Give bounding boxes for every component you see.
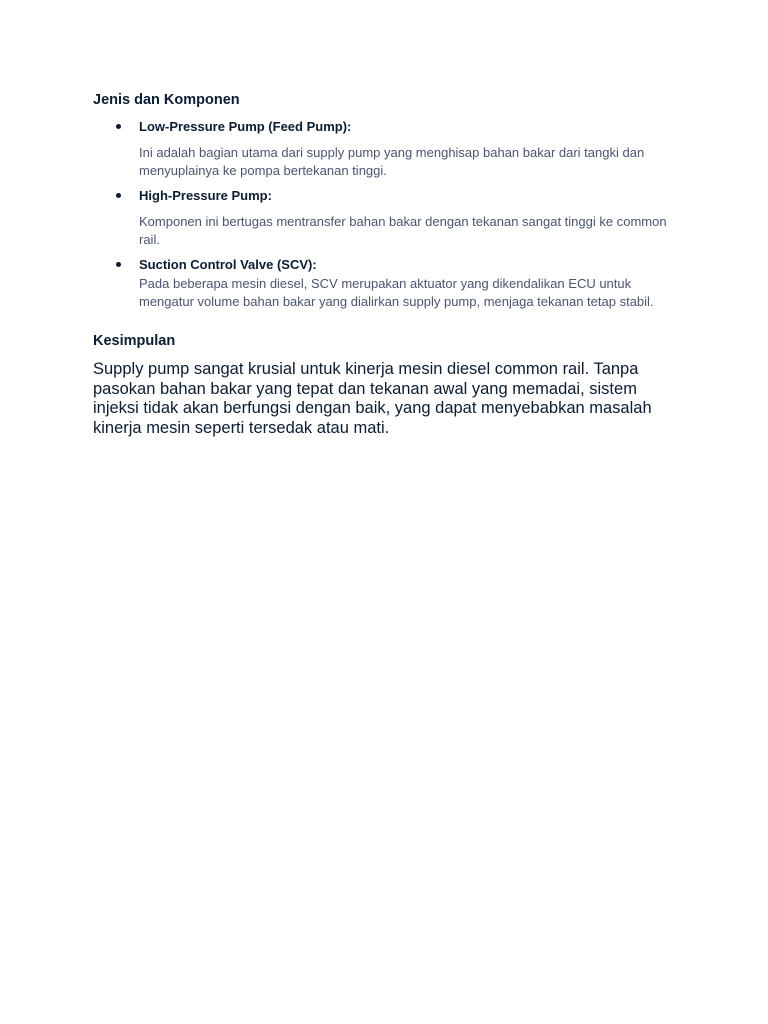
item-title: Suction Control Valve (SCV): — [139, 257, 317, 272]
list-item-suction-control-valve — [93, 256, 683, 311]
list-item-low-pressure-pump — [93, 118, 683, 180]
item-title: Low-Pressure Pump (Feed Pump): — [139, 119, 352, 134]
conclusion-paragraph: Supply pump sangat krusial untuk kinerja mesin diesel common rail. Tanpa pasokan bahan bakar yang tepat dan tekanan awal yang memadai, sistem injeksi tidak akan berfungsi dengan baik, yang dapat menyebabkan masalah kinerja mesin seperti tersedak atau mati. — [93, 360, 652, 437]
list-item-high-pressure-pump — [93, 187, 683, 249]
section-heading-components: Jenis dan Komponen — [93, 92, 240, 108]
item-description: Pada beberapa mesin diesel, SCV merupakan aktuator yang dikendalikan ECU untuk mengatur volume bahan bakar yang dialirkan supply pump, menjaga tekanan tetap stabil. — [139, 276, 654, 309]
bullet-icon — [116, 193, 121, 198]
bullet-icon — [116, 262, 121, 267]
document-page — [93, 90, 683, 438]
item-description: Ini adalah bagian utama dari supply pump yang menghisap bahan bakar dari tangki dan menyuplainya ke pompa bertekanan tinggi. — [139, 145, 645, 178]
section-heading-conclusion: Kesimpulan — [93, 333, 176, 349]
item-title: High-Pressure Pump: — [139, 188, 272, 203]
component-list — [93, 118, 683, 311]
item-description: Komponen ini bertugas mentransfer bahan bakar dengan tekanan sangat tinggi ke common rail. — [139, 214, 667, 247]
bullet-icon — [116, 124, 121, 129]
